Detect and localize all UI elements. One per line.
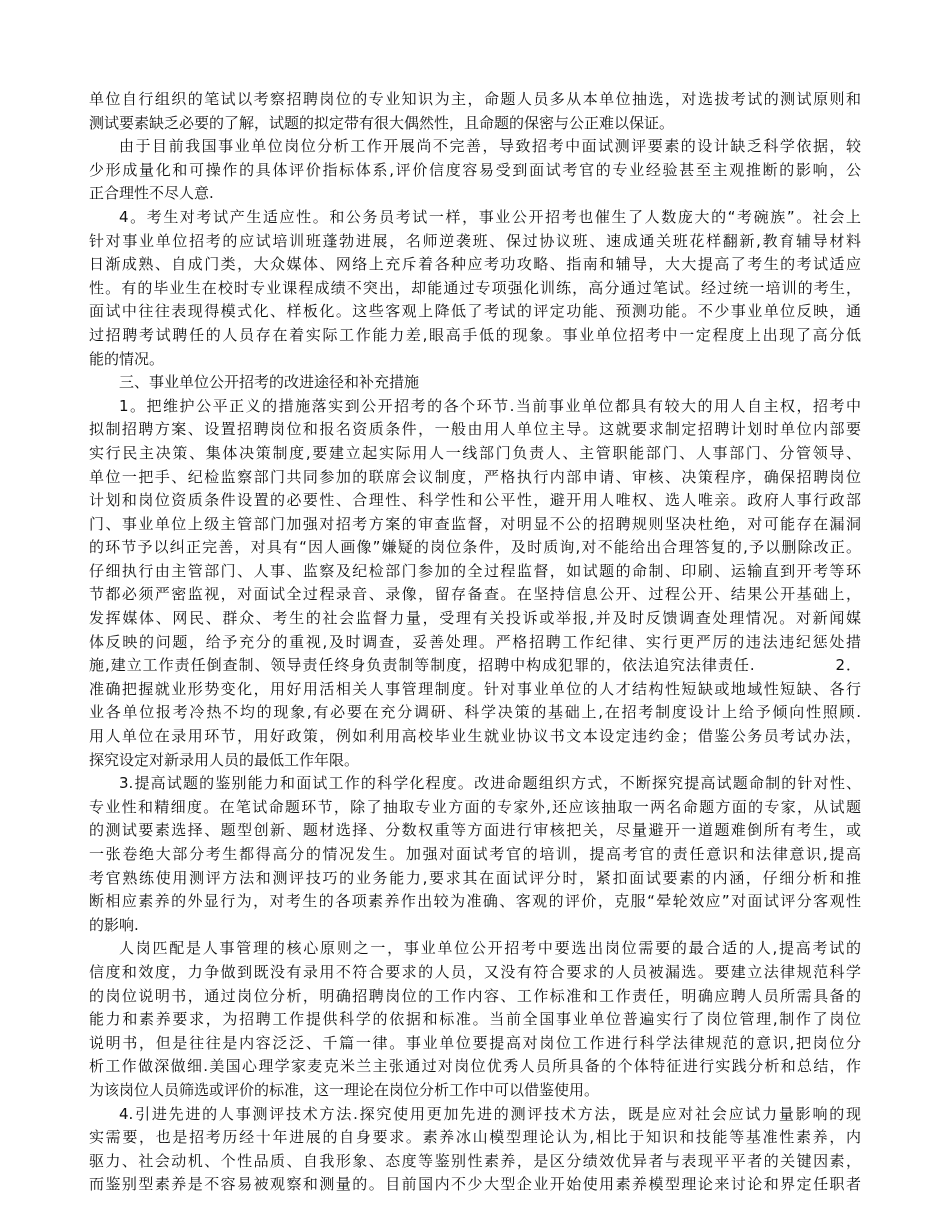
text-line: 而鉴别型素养是不容易被观察和测量的。目前国内不少大型企业开始使用素养模型理论来讨论和界定任职者 xyxy=(89,1175,861,1194)
text-line: 性。有的毕业生在校时专业课程成绩不突出，却能通过专项强化训练，高分通过笔试。经过统一培训的考生， xyxy=(89,278,861,297)
text-line: 拟制招聘方案、设置招聘岗位和报名资质条件，一般由用人单位主导。这就要求制定招聘计划时单位内部要 xyxy=(89,420,861,439)
text-line: 一张卷绝大部分考生都得高分的情况发生。加强对面试考官的培训，提高考官的责任意识和法律意识,提高 xyxy=(89,845,861,863)
text-line: 实需要，也是招考历经十年进展的自身要求。素养冰山模型理论认为,相比于知识和技能等基准性素养，内 xyxy=(89,1128,861,1147)
text-line: 为该岗位人员筛选或评价的标准，这一理论在岗位分析工作中可以借鉴使用。 xyxy=(89,1080,600,1099)
text-line: 体反映的问题，给予充分的重视,及时调查，妥善处理。严格招聘工作纪律、实行更严厉的违法违纪惩处措 xyxy=(89,632,861,651)
text-line: 析工作做深做细.美国心理学家麦克米兰主张通过对岗位优秀人员所具备的个体特征进行实践分析和总结，作 xyxy=(89,1057,861,1076)
text-line: 能的情况。 xyxy=(89,349,165,368)
text-line: 单位自行组织的笔试以考察招聘岗位的专业知识为主，命题人员多从本单位抽选，对选拔考试的测试原则和 xyxy=(89,90,861,108)
text-line: 专业性和精细度。在笔试命题环节，除了抽取专业方面的专家外,还应该抽取一两名命题方面的专家，从试题 xyxy=(89,797,861,816)
text-line: 节都必须严密监视，对面试全过程录音、录像，留存备查。在坚持信息公开、过程公开、结果公开基础上， xyxy=(89,585,861,604)
text-line: 的测试要素选择、题型创新、题材选择、分数权重等方面进行审核把关，尽量避开一道题难倒所有考生，或 xyxy=(89,821,861,840)
text-line: 1。把维护公平正义的措施落实到公开招考的各个环节.当前事业单位都具有较大的用人自主权，招考中 xyxy=(119,396,861,415)
text-line: 过招聘考试聘任的人员存在着实际工作能力差,眼高手低的现象。事业单位招考中一定程度上出现了高分低 xyxy=(89,325,861,344)
text-line: 说明书，但是往往是内容泛泛、千篇一律。事业单位要提高对岗位工作进行科学法律规范的意识,把岗位分 xyxy=(89,1033,861,1052)
text-line: 施,建立工作责任倒查制、领导责任终身负责制等制度，招聘中构成犯罪的，依法追究法律责任. 2． xyxy=(89,656,861,675)
text-line: 驱力、社会动机、个性品质、自我形象、态度等鉴别性素养，是区分绩效优异者与表现平平者的关键因素， xyxy=(89,1151,861,1170)
text-line: 正合理性不尽人意. xyxy=(89,184,214,203)
text-line: 的影响. xyxy=(89,915,139,934)
text-line: 考官熟练使用测评方法和测评技巧的业务能力,要求其在面试评分时，紧扣面试要素的内涵，仔细分析和推 xyxy=(89,868,861,887)
text-line: 门、事业单位上级主管部门加强对招考方案的审查监督，对明显不公的招聘规则坚决杜绝，对可能存在漏洞 xyxy=(89,514,861,533)
text-line: 人岗匹配是人事管理的核心原则之一，事业单位公开招考中要选出岗位需要的最合适的人,提高考试的 xyxy=(119,939,861,958)
text-line: 4.引进先进的人事测评技术方法.探究使用更加先进的测评技术方法，既是应对社会应试力量影响的现 xyxy=(119,1104,861,1123)
text-line: 4。考生对考试产生适应性。和公务员考试一样，事业公开招考也催生了人数庞大的“考碗族”。社会上 xyxy=(119,207,861,226)
text-line: 日渐成熟、自成门类，大众媒体、网络上充斥着各种应考功攻略、指南和辅导，大大提高了考生的考试适应 xyxy=(89,255,861,274)
text-line: 针对事业单位招考的应试培训班蓬勃进展，名师逆袭班、保过协议班、速成通关班花样翻新,教育辅导材料 xyxy=(89,231,861,250)
text-line: 测试要素缺乏必要的了解，试题的拟定带有很大偶然性，且命题的保密与公正难以保证。 xyxy=(89,113,675,132)
document-page xyxy=(89,88,861,1197)
text-line: 由于目前我国事业单位岗位分析工作开展尚不完善，导致招考中面试测评要素的设计缺乏科学依据，较 xyxy=(119,137,861,156)
text-line: 探究设定对新录用人员的最低工作年限。 xyxy=(89,750,360,769)
text-line: 发挥媒体、网民、群众、考生的社会监督力量，受理有关投诉或举报,并及时反馈调查处理情况。对新闻媒 xyxy=(89,609,861,628)
text-line: 少形成量化和可操作的具体评价指标体系,评价信度容易受到面试考官的专业经验甚至主观推断的影响，公 xyxy=(89,160,861,179)
text-line: 仔细执行由主管部门、人事、监察及纪检部门参加的全过程监督，如试题的命制、印刷、运输直到开考等环 xyxy=(89,561,861,580)
text-line: 面试中往往表现得模式化、样板化。这些客观上降低了考试的评定功能、预测功能。不少事业单位反映，通 xyxy=(89,302,861,321)
text-line: 三、事业单位公开招考的改进途径和补充措施 xyxy=(119,373,420,392)
text-line: 计划和岗位资质条件设置的必要性、合理性、科学性和公平性，避开用人唯权、选人唯亲。政府人事行政部 xyxy=(89,491,861,510)
text-line: 断相应素养的外显行为，对考生的各项素养作出较为准确、客观的评价，克服“晕轮效应”对面试评分客观性 xyxy=(89,892,861,911)
text-line: 用人单位在录用环节，用好政策，例如利用高校毕业生就业协议书文本设定违约金；借鉴公务员考试办法， xyxy=(89,727,861,746)
text-line: 的岗位说明书，通过岗位分析，明确招聘岗位的工作内容、工作标准和工作责任，明确应聘人员所需具备的 xyxy=(89,986,861,1005)
text-line: 3.提高试题的鉴别能力和面试工作的科学化程度。改进命题组织方式，不断探究提高试题命制的针对性、 xyxy=(119,774,861,793)
text-line: 准确把握就业形势变化，用好用活相关人事管理制度。针对事业单位的人才结构性短缺或地域性短缺、各行 xyxy=(89,679,861,698)
text-line: 信度和效度，力争做到既没有录用不符合要求的人员，又没有符合要求的人员被漏选。要建立法律规范科学 xyxy=(89,962,861,981)
text-line: 实行民主决策、集体决策制度,要建立起实际用人一线部门负责人、主管职能部门、人事部门、分管领导、 xyxy=(89,443,861,462)
text-line: 业各单位报考冷热不均的现象,有必要在充分调研、科学决策的基础上,在招考制度设计上给予倾向性照顾. xyxy=(89,703,861,722)
text-line: 能力和素养要求，为招聘工作提供科学的依据和标准。当前全国事业单位普遍实行了岗位管理,制作了岗位 xyxy=(89,1010,861,1029)
text-line: 的环节予以纠正完善，对具有“因人画像”嫌疑的岗位条件，及时质询,对不能给出合理答复的,予以删除改正。 xyxy=(89,538,861,557)
text-line: 单位一把手、纪检监察部门共同参加的联席会议制度，严格执行内部申请、审核、决策程序，确保招聘岗位 xyxy=(89,467,861,486)
